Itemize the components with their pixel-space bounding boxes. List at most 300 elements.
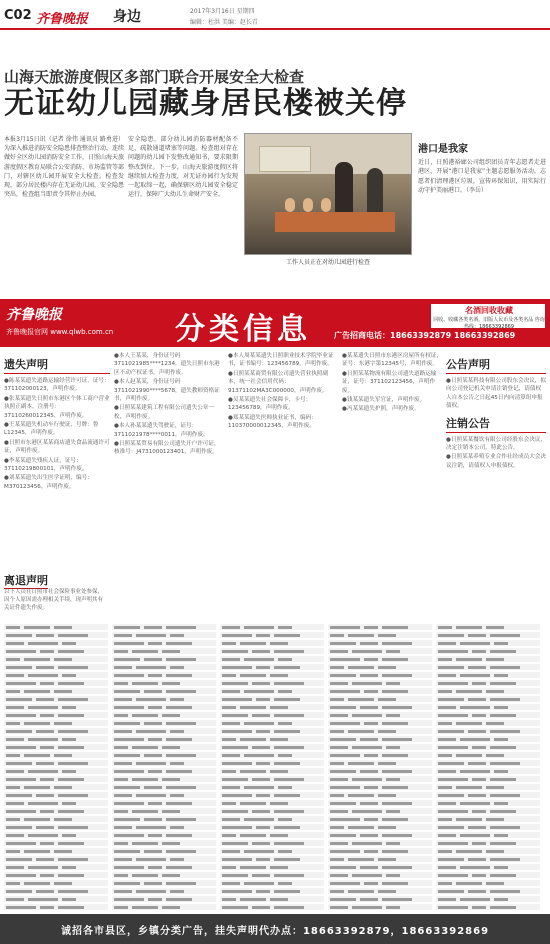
article-body-col2: 安全隐患，部分幼儿园消防器材配备不足，疏散通道堵塞等问题。检查组对存在问题的幼儿园下发整改通知书，要求限期整改到位。下一步，山海天旅游度假区将继续加大检查力度，对无证办园行为发现一起取缔一起，确保辖区幼儿园安全稳定运行，保障广大幼儿生命财产安全。: [128, 136, 238, 199]
small-print-line: [222, 650, 248, 653]
classified-item: ●李某某遗失残疾人证，证号：37110219800101，声明作废。: [4, 457, 88, 473]
small-print-line: [274, 858, 300, 861]
small-print-line: [222, 690, 240, 693]
small-print-line: [40, 778, 54, 781]
classified-item: ●日照某某建筑工程有限公司遗失公章一枚，声明作废。: [114, 405, 214, 420]
small-print-line: [222, 754, 240, 757]
small-print-line: [162, 906, 180, 909]
classified-column: [342, 352, 442, 570]
small-print-line: [330, 690, 360, 693]
small-print-line: [274, 826, 300, 829]
small-print-line: [378, 762, 396, 765]
small-print-line: [330, 762, 344, 765]
small-print-line: [40, 810, 54, 813]
banner-title: 分类信息: [175, 312, 311, 347]
small-print-line: [352, 874, 382, 877]
small-print-line: [330, 626, 360, 629]
small-print-line: [240, 642, 266, 645]
small-print-column: [112, 624, 216, 912]
small-print-line: [6, 874, 36, 877]
small-print-line: [132, 746, 158, 749]
small-print-line: [330, 890, 344, 893]
small-print-line: [222, 802, 236, 805]
small-print-line: [222, 738, 236, 741]
small-print-line: [438, 850, 452, 853]
news-photo: [244, 133, 412, 255]
small-print-line: [36, 698, 54, 701]
small-print-line: [166, 770, 192, 773]
small-print-line: [256, 858, 270, 861]
small-print-line: [62, 642, 76, 645]
small-print-line: [274, 842, 304, 845]
small-print-line: [40, 906, 54, 909]
small-print-line: [28, 802, 58, 805]
small-print-line: [6, 690, 20, 693]
small-print-line: [382, 674, 412, 677]
small-print-line: [222, 730, 252, 733]
small-print-line: [348, 762, 374, 765]
small-print-line: [490, 890, 520, 893]
small-print-line: [114, 890, 132, 893]
small-print-line: [240, 770, 266, 773]
footer-bar: [0, 914, 550, 944]
small-print-line: [490, 634, 520, 637]
small-print-line: [486, 658, 504, 661]
small-print-line: [114, 866, 144, 869]
lost-list-zone: [4, 572, 546, 912]
small-print-line: [28, 834, 58, 837]
small-print-line: [166, 754, 196, 757]
small-print-line: [252, 682, 270, 685]
small-print-line: [132, 714, 158, 717]
small-print-line: [490, 682, 516, 685]
small-print-line: [330, 746, 348, 749]
small-print-line: [54, 882, 72, 885]
small-print-line: [352, 682, 382, 685]
small-print-line: [144, 754, 162, 757]
small-print-line: [274, 874, 304, 877]
small-print-line: [460, 706, 490, 709]
small-print-line: [382, 818, 408, 821]
small-print-line: [382, 626, 408, 629]
small-print-line: [244, 818, 274, 821]
small-print-line: [114, 770, 144, 773]
small-print-line: [256, 826, 270, 829]
small-print-line: [162, 874, 180, 877]
small-print-line: [222, 674, 236, 677]
small-print-column: [220, 624, 324, 912]
section-heading-notice: 公告声明: [446, 356, 546, 374]
small-print-line: [222, 746, 248, 749]
small-print-line: [6, 722, 20, 725]
small-print-line: [222, 794, 252, 797]
small-print-line: [114, 698, 132, 701]
small-print-line: [438, 834, 456, 837]
small-print-line: [438, 658, 452, 661]
small-print-line: [148, 706, 162, 709]
small-print-line: [460, 898, 490, 901]
small-print-line: [24, 626, 50, 629]
small-print-line: [54, 722, 72, 725]
small-print-line: [170, 890, 184, 893]
small-print-line: [472, 650, 486, 653]
small-print-line: [166, 802, 192, 805]
small-print-line: [170, 730, 184, 733]
small-print-line: [486, 786, 504, 789]
article-headline: 无证幼儿园藏身居民楼被关停: [4, 86, 407, 121]
small-print-line: [58, 714, 84, 717]
small-print-line: [58, 634, 88, 637]
small-print-line: [62, 738, 76, 741]
small-print-line: [274, 650, 304, 653]
small-print-line: [244, 754, 274, 757]
small-print-line: [438, 858, 464, 861]
classified-item: ●本人周某某遗失日照职业技术学院毕业证书，证书编号：123456789，声明作废。: [228, 353, 334, 368]
small-print-line: [24, 786, 50, 789]
small-print-line: [252, 842, 270, 845]
small-print-line: [270, 898, 288, 901]
small-print-line: [360, 866, 378, 869]
small-print-line: [438, 810, 468, 813]
small-print-line: [170, 698, 184, 701]
small-print-line: [144, 722, 162, 725]
small-print-line: [222, 682, 248, 685]
small-print-line: [278, 786, 292, 789]
small-print-line: [162, 778, 180, 781]
small-print-line: [438, 770, 456, 773]
small-print-line: [256, 698, 270, 701]
small-print-line: [6, 626, 20, 629]
small-print-line: [162, 842, 180, 845]
small-print-line: [490, 714, 516, 717]
small-print-line: [170, 762, 184, 765]
small-print-line: [438, 866, 456, 869]
small-print-line: [438, 650, 468, 653]
small-print-line: [244, 850, 274, 853]
small-print-line: [58, 874, 84, 877]
small-print-line: [58, 810, 84, 813]
small-print-line: [330, 650, 348, 653]
small-print-line: [486, 882, 504, 885]
small-print-line: [114, 778, 128, 781]
small-print-line: [114, 810, 128, 813]
small-print-line: [364, 626, 378, 629]
small-print-line: [490, 858, 520, 861]
small-print-line: [136, 730, 166, 733]
small-print-line: [490, 666, 520, 669]
classified-item: ●日照某某餐饮有限公司经股东会决议，决定注销本公司，特此公告。: [446, 436, 546, 452]
small-print-line: [222, 634, 252, 637]
small-print-line: [438, 682, 468, 685]
small-print-line: [244, 626, 274, 629]
small-print-line: [382, 754, 408, 757]
small-print-line: [28, 898, 58, 901]
footer-text: 诚招各市县区，乡镇分类广告，挂失声明代办点：18663392879，18663392869: [60, 926, 490, 937]
small-print-line: [24, 658, 50, 661]
small-print-line: [252, 714, 270, 717]
small-print-line: [222, 826, 252, 829]
small-print-line: [244, 658, 274, 661]
small-print-line: [460, 866, 490, 869]
small-print-line: [6, 842, 36, 845]
small-print-line: [438, 778, 468, 781]
small-print-line: [244, 690, 274, 693]
small-print-line: [472, 778, 486, 781]
small-print-line: [352, 714, 382, 717]
small-print-line: [330, 730, 344, 733]
small-print-line: [364, 658, 378, 661]
small-print-line: [240, 706, 266, 709]
small-print-line: [136, 698, 166, 701]
small-print-line: [352, 650, 382, 653]
banner-ad-title: 名酒回收收藏: [465, 306, 513, 315]
issue-date: 2017年3月16日 星期四: [190, 8, 255, 15]
small-print-line: [6, 794, 32, 797]
small-print-line: [252, 650, 270, 653]
classified-item: ●某某遗失日照市东港区房屋所有权证，证号：东港字第12345号，声明作废。: [342, 353, 442, 368]
classified-item: ●日照某某养殖专业合作社经成员大会决议注销，请债权人申报债权。: [446, 454, 546, 469]
small-print-line: [468, 666, 486, 669]
small-print-line: [6, 826, 32, 829]
classified-item: ●张某某遗失日照市东港区个体工商户营业执照正副本，注册号：37110260012345，声明作废。: [4, 395, 110, 419]
small-print-line: [274, 682, 304, 685]
classified-column: [114, 352, 224, 570]
small-print-line: [222, 666, 252, 669]
photo-child: [285, 198, 295, 212]
small-print-line: [6, 770, 24, 773]
small-print-line: [352, 810, 382, 813]
small-print-line: [494, 706, 508, 709]
classified-item: ●日照市东港区某某商店遗失食品流通许可证，声明作废。: [4, 439, 110, 455]
small-print-line: [62, 706, 76, 709]
small-print-line: [6, 882, 20, 885]
small-print-line: [468, 890, 486, 893]
small-print-line: [58, 826, 88, 829]
small-print-line: [40, 874, 54, 877]
small-print-line: [132, 650, 158, 653]
small-print-line: [386, 874, 400, 877]
small-print-line: [456, 818, 482, 821]
small-print-line: [270, 642, 288, 645]
small-print-line: [330, 706, 356, 709]
small-print-line: [490, 650, 516, 653]
small-print-line: [162, 682, 180, 685]
small-print-line: [378, 634, 396, 637]
small-print-line: [438, 698, 464, 701]
small-print-line: [6, 834, 24, 837]
small-print-line: [256, 730, 270, 733]
small-print-line: [382, 690, 408, 693]
small-print-line: [114, 658, 140, 661]
small-print-line: [438, 882, 452, 885]
small-print-line: [148, 770, 162, 773]
small-print-line: [166, 674, 192, 677]
small-print-line: [468, 858, 486, 861]
small-print-line: [438, 714, 468, 717]
small-print-line: [28, 738, 58, 741]
small-print-line: [114, 626, 140, 629]
small-print-line: [330, 682, 348, 685]
small-print-line: [6, 898, 24, 901]
small-print-line: [136, 666, 166, 669]
small-print-line: [386, 746, 400, 749]
small-print-line: [58, 778, 84, 781]
small-print-line: [24, 690, 50, 693]
small-print-line: [148, 642, 162, 645]
small-print-line: [274, 714, 304, 717]
small-print-line: [486, 754, 504, 757]
small-print-line: [114, 826, 132, 829]
classified-item: ●钱某某遗失军官证，声明作废。: [342, 397, 426, 404]
classified-column: [228, 352, 338, 570]
small-print-line: [40, 714, 54, 717]
small-print-line: [360, 706, 378, 709]
small-print-line: [114, 762, 132, 765]
small-print-line: [6, 890, 32, 893]
classified-item: ●郑某某遗失医师执业证书，编码：110370000012345，声明作废。: [228, 414, 317, 430]
small-print-line: [330, 874, 348, 877]
small-print-line: [28, 642, 58, 645]
editor-credits: 编辑：杜洪 美编：赵长青: [190, 19, 258, 26]
small-print-line: [382, 850, 408, 853]
small-print-line: [166, 898, 192, 901]
small-print-line: [438, 754, 452, 757]
small-print-line: [240, 802, 266, 805]
classified-banner: [0, 299, 550, 347]
lost-list-grid: [4, 624, 546, 912]
small-print-line: [114, 874, 128, 877]
small-print-line: [456, 722, 482, 725]
small-print-line: [438, 690, 452, 693]
classified-item: ●本人赵某某，身份证号码3711021990****5678，遗失教师资格证书，声明作废。: [114, 379, 220, 403]
small-print-line: [54, 658, 72, 661]
small-print-line: [114, 906, 128, 909]
small-print-line: [6, 778, 36, 781]
small-print-line: [330, 842, 348, 845]
small-print-line: [386, 906, 400, 909]
small-print-line: [494, 738, 508, 741]
small-print-line: [6, 754, 20, 757]
small-print-line: [114, 898, 144, 901]
small-print-line: [460, 738, 490, 741]
small-print-line: [222, 898, 236, 901]
small-print-line: [54, 626, 72, 629]
small-print-line: [330, 818, 360, 821]
small-print-line: [240, 866, 266, 869]
small-print-line: [132, 842, 158, 845]
small-print-line: [170, 794, 184, 797]
small-print-line: [256, 634, 270, 637]
small-print-line: [330, 698, 344, 701]
small-print-line: [58, 666, 88, 669]
small-print-line: [456, 882, 482, 885]
classified-item: ●日照某某科技有限公司股东会决议，拟向公司登记机关申请注销登记，请债权人自本公告之日起45日内向清算组申报债权。: [446, 378, 546, 410]
small-print-line: [222, 818, 240, 821]
lost-list-note: 以下人员在日照市社会保险事业处参保，因个人原因需办理相关手续，现声明其有关证件遗失作废。: [4, 589, 104, 611]
small-print-line: [270, 866, 288, 869]
small-print-line: [472, 842, 486, 845]
small-print-line: [386, 714, 400, 717]
banner-url: 齐鲁晚报官网 www.qlwb.com.cn: [6, 328, 114, 336]
photo-child: [303, 198, 313, 212]
small-print-line: [278, 882, 292, 885]
small-print-line: [170, 634, 184, 637]
small-print-line: [456, 786, 482, 789]
small-print-line: [114, 818, 140, 821]
small-print-line: [36, 666, 54, 669]
small-print-line: [330, 714, 348, 717]
small-print-line: [438, 818, 452, 821]
small-print-line: [348, 634, 374, 637]
small-print-line: [330, 722, 360, 725]
small-print-line: [438, 626, 452, 629]
small-print-line: [28, 866, 58, 869]
small-print-line: [456, 626, 482, 629]
small-print-line: [222, 834, 236, 837]
small-print-line: [6, 786, 20, 789]
small-print-line: [252, 746, 270, 749]
small-print-line: [58, 906, 84, 909]
small-print-line: [6, 738, 24, 741]
small-print-line: [490, 874, 516, 877]
small-print-line: [252, 906, 270, 909]
small-print-line: [244, 882, 274, 885]
small-print-line: [456, 754, 482, 757]
small-print-line: [360, 770, 378, 773]
small-print-line: [54, 818, 72, 821]
small-print-line: [6, 698, 32, 701]
small-print-line: [348, 730, 374, 733]
small-print-line: [148, 898, 162, 901]
small-print-line: [330, 898, 356, 901]
small-print-line: [270, 802, 288, 805]
small-print-line: [114, 714, 128, 717]
small-print-line: [24, 818, 50, 821]
small-print-line: [438, 906, 468, 909]
small-print-line: [6, 674, 24, 677]
small-print-line: [114, 634, 132, 637]
small-print-line: [58, 730, 88, 733]
small-print-line: [166, 882, 196, 885]
small-print-line: [330, 786, 360, 789]
small-print-line: [114, 738, 144, 741]
small-print-line: [386, 682, 400, 685]
photo-caption: 工作人员正在对幼儿园进行检查: [285, 259, 370, 266]
small-print-line: [144, 850, 162, 853]
small-print-line: [330, 810, 348, 813]
small-print-line: [24, 722, 50, 725]
small-print-line: [274, 794, 300, 797]
small-print-line: [486, 818, 504, 821]
small-print-line: [330, 770, 356, 773]
classified-item: ●日照某某贸易有限公司遗失开户许可证，核准号：J4731000123401，声明作废。: [114, 441, 220, 456]
classified-item: ●刘某某遗失出生医学证明，编号：M370123456，声明作废。: [4, 475, 93, 490]
small-print-line: [170, 858, 184, 861]
small-print-line: [62, 802, 76, 805]
small-print-line: [352, 746, 382, 749]
small-print-line: [490, 730, 520, 733]
small-print-line: [360, 898, 378, 901]
small-print-line: [114, 834, 144, 837]
small-print-line: [438, 674, 456, 677]
classified-item: ●日照某某商贸有限公司遗失营业执照副本，统一社会信用代码：91371102MA3C000000，声明作废。: [228, 370, 328, 394]
small-print-line: [222, 810, 248, 813]
small-print-line: [62, 898, 76, 901]
small-print-line: [348, 890, 374, 893]
small-print-line: [274, 890, 300, 893]
small-print-line: [274, 666, 300, 669]
small-print-line: [58, 842, 84, 845]
